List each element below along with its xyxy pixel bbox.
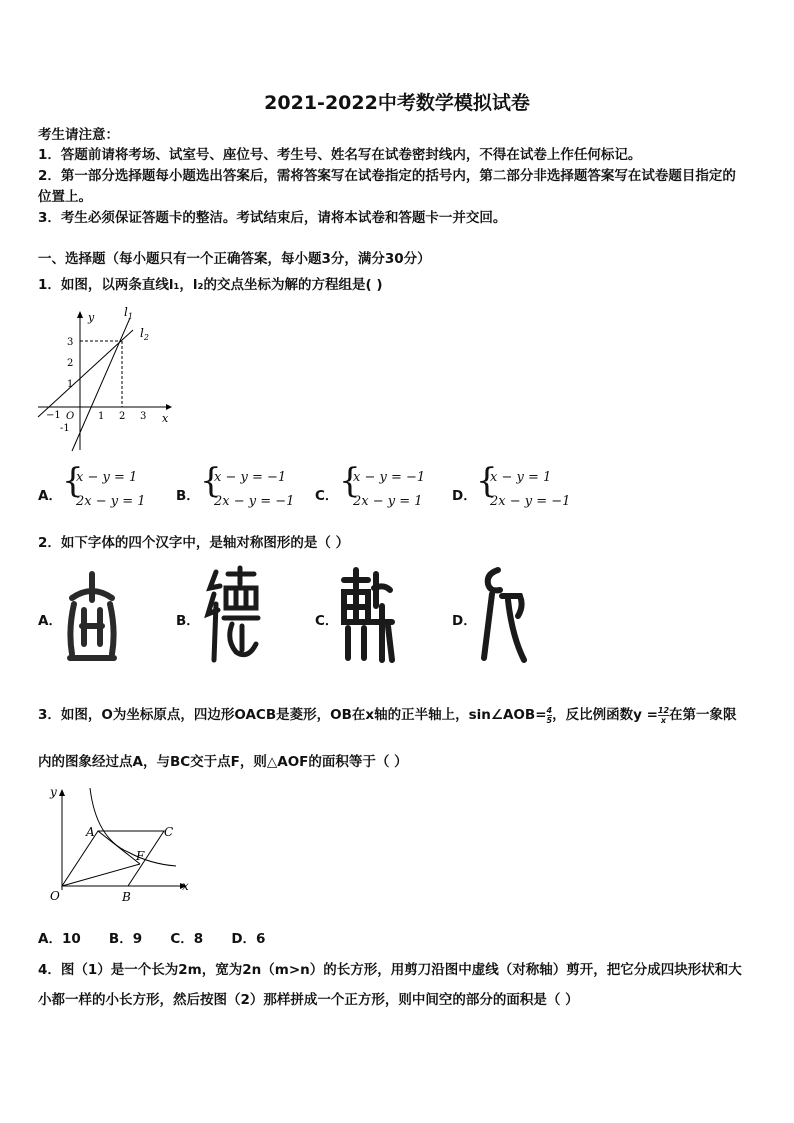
q2-option-a-label: A．: [38, 613, 62, 629]
label-l2: $l_2$: [140, 326, 149, 342]
notice-heading: 考生请注意：: [38, 127, 119, 143]
q1-option-c-label: C．: [315, 488, 339, 504]
origin-label: O: [66, 411, 75, 422]
equation: 2x − y = 1: [353, 494, 423, 509]
notice-item-1: 1．答题前请将考场、试室号、座位号、考生号、姓名写在试卷密封线内，不得在试卷上作任何标记。: [38, 147, 642, 163]
tick-y-1: 1: [67, 379, 74, 390]
q3-stem-line1: [38, 703, 737, 725]
x-axis-label: x: [162, 412, 169, 425]
notice-item-2: 2．第一部分选择题每小题选出答案后，需将答案写在试卷指定的括号内，第二部分非选择题答案写在试卷题目指定的: [38, 168, 736, 184]
y-axis-label: y: [88, 311, 95, 324]
q1-stem: 1．如图，以两条直线l₁，l₂的交点坐标为解的方程组是( ): [38, 277, 383, 293]
line-l1: [72, 318, 130, 451]
q3-stem-line2: 内的图象经过点A，与BC交于点F，则△AOF的面积等于（ ）: [38, 754, 408, 770]
sin-denominator: 5: [546, 715, 553, 725]
tick-y-2: 2: [67, 358, 74, 369]
seal-character-d-icon: [478, 566, 528, 664]
equation: 2x − y = −1: [214, 494, 295, 509]
q2-option-b-label: B．: [176, 613, 200, 629]
tick-y-3: 3: [67, 337, 74, 348]
q2-stem: 2．如下字体的四个汉字中，是轴对称图形的是（ ）: [38, 535, 350, 551]
notice-item-3: 3．考生必须保证答题卡的整洁。考试结束后，请将本试卷和答题卡一并交回。: [38, 210, 507, 226]
point-f-label: F: [136, 849, 145, 863]
q4-stem-line1: 4．图（1）是一个长为2m，宽为2n（m>n）的长方形，用剪刀沿图中虚线（对称轴）剪开，把它分成四块形状和大: [38, 962, 742, 978]
q1-option-a-label: A．: [38, 488, 62, 504]
tick-x-1: 1: [98, 411, 105, 422]
point-a-label: A: [86, 825, 95, 839]
q2-option-c-label: C．: [315, 613, 339, 629]
sin-numerator: 4: [546, 705, 553, 715]
equation: x − y = −1: [353, 470, 426, 485]
label-l1: $l_1$: [124, 305, 133, 321]
tick-x-3: 3: [140, 411, 147, 422]
q2-option-d-label: D．: [452, 613, 477, 629]
q3-stem-part2: ，反比例函数y =: [552, 707, 658, 723]
origin-label: O: [50, 889, 60, 903]
x-axis-label: x: [182, 879, 189, 893]
tick-x-2: 2: [119, 411, 126, 422]
equation: x − y = −1: [214, 470, 287, 485]
page-title: 2021-2022中考数学模拟试卷: [264, 92, 530, 114]
seal-character-c-icon: [340, 566, 396, 664]
seal-character-b-icon: [202, 564, 262, 664]
q3-graph: [40, 780, 200, 906]
point-b-label: B: [122, 890, 131, 904]
equation: x − y = 1: [76, 470, 138, 485]
q3-options: A．10 B．9 C．8 D．6: [38, 931, 266, 947]
k-fraction: [658, 706, 669, 725]
q1-option-d-label: D．: [452, 488, 477, 504]
equation: x − y = 1: [490, 470, 552, 485]
section-heading: 一、选择题（每小题只有一个正确答案，每小题3分，满分30分）: [38, 251, 431, 267]
q4-stem-line2: 小都一样的小长方形，然后按图（2）那样拼成一个正方形，则中间空的部分的面积是（ ）: [38, 992, 579, 1008]
q3-stem-part1: 3．如图，O为坐标原点，四边形OACB是菱形，OB在x轴的正半轴上，sin∠AOB=: [38, 707, 547, 723]
notice-item-2-cont: 位置上。: [38, 189, 92, 205]
k-numerator: 12: [657, 705, 670, 715]
tick-x-neg1: −1: [46, 410, 61, 421]
y-axis-label: y: [50, 785, 57, 799]
point-c-label: C: [164, 825, 174, 839]
equation: 2x − y = 1: [76, 494, 146, 509]
q1-graph: [34, 300, 184, 460]
rhombus-oacb: [62, 831, 164, 886]
q1-option-b-label: B．: [176, 488, 200, 504]
k-denominator: x: [660, 715, 667, 725]
segment-af: [98, 831, 140, 864]
q3-stem-part3: 在第一象限: [669, 707, 737, 723]
seal-character-a-icon: [64, 570, 120, 664]
tick-y-neg1: -1: [60, 423, 70, 434]
equation: 2x − y = −1: [490, 494, 571, 509]
